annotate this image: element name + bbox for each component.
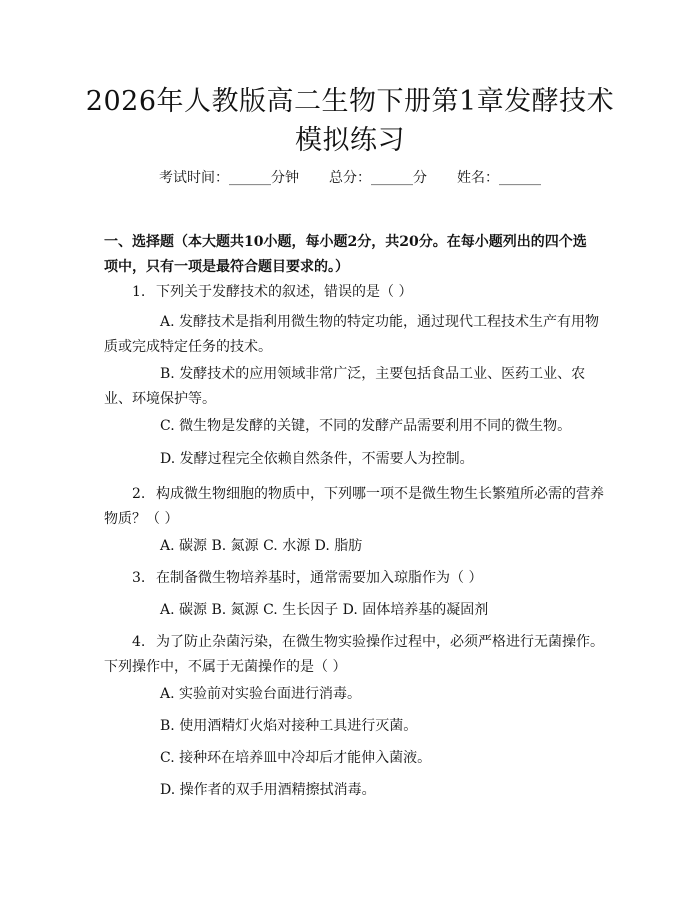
question-1-number: 1. — [132, 284, 146, 300]
question-4-number: 4. — [132, 634, 146, 650]
question-3-options-text: A. 碳源 B. 氮源 C. 生长因子 D. 固体培养基的凝固剂 — [160, 602, 489, 618]
question-2-text-line1: 构成微生物细胞的物质中，下列哪一项不是微生物生长繁殖所必需的营养 — [156, 486, 604, 502]
question-4-text-line2: 下列操作中，不属于无菌操作的是（ ） — [104, 659, 347, 675]
question-3-options — [104, 598, 604, 623]
option-b-text: B. 使用酒精灯火焰对接种工具进行灭菌。 — [160, 718, 418, 734]
option-c-text: C. 接种环在培养皿中冷却后才能伸入菌液。 — [160, 750, 432, 766]
exam-time-field: 考试时间：______分钟 — [159, 170, 299, 186]
question-4-option-b — [104, 714, 604, 739]
option-a-line2: 质或完成特定任务的技术。 — [104, 339, 272, 355]
option-a-line1: A. 发酵技术是指利用微生物的特定功能，通过现代工程技术生产有用物 — [160, 314, 600, 330]
question-2-text-line2: 物质？（ ） — [104, 511, 179, 527]
option-a-text: A. 实验前对实验台面进行消毒。 — [160, 686, 362, 702]
question-1-text: 下列关于发酵技术的叙述，错误的是（ ） — [156, 284, 413, 300]
section-heading — [104, 230, 624, 280]
exam-name-field: 姓名：______ — [457, 170, 541, 186]
question-3-text: 在制备微生物培养基时，通常需要加入琼脂作为（ ） — [156, 570, 483, 586]
question-2-stem — [104, 482, 604, 532]
exam-title-line2: 模拟练习 — [295, 125, 405, 156]
question-1-option-b — [104, 362, 604, 412]
exam-title-line1: 2026年人教版高二生物下册第1章发酵技术 — [85, 86, 615, 117]
option-c-text: C. 微生物是发酵的关键，不同的发酵产品需要利用不同的微生物。 — [160, 418, 572, 434]
question-4-stem — [104, 630, 604, 680]
option-b-line2: 业、环境保护等。 — [104, 391, 216, 407]
section-heading-line2: 项中，只有一项是最符合题目要求的。） — [104, 259, 349, 275]
question-1-option-c — [104, 414, 604, 439]
question-4-text-line1: 为了防止杂菌污染，在微生物实验操作过程中，必须严格进行无菌操作。 — [156, 634, 604, 650]
option-b-line1: B. 发酵技术的应用领域非常广泛，主要包括食品工业、医药工业、农 — [160, 366, 586, 382]
question-4-option-a — [104, 682, 604, 707]
question-2-options — [104, 534, 604, 559]
question-2-options-text: A. 碳源 B. 氮源 C. 水源 D. 脂肪 — [160, 538, 363, 554]
question-1-stem — [104, 280, 604, 305]
option-d-text: D. 发酵过程完全依赖自然条件，不需要人为控制。 — [160, 451, 474, 467]
question-3-stem — [104, 566, 604, 591]
exam-info — [0, 168, 700, 188]
question-2-number: 2. — [132, 486, 146, 502]
question-4-option-c — [104, 746, 604, 771]
question-1-option-d — [104, 447, 604, 472]
section-heading-line1: 一、选择题（本大题共10小题，每小题2分，共20分。在每小题列出的四个选 — [104, 234, 587, 250]
question-1-option-a — [104, 310, 604, 360]
option-d-text: D. 操作者的双手用酒精擦拭消毒。 — [160, 782, 376, 798]
question-4-option-d — [104, 778, 604, 803]
question-3-number: 3. — [132, 570, 146, 586]
exam-score-field: 总分：______分 — [329, 170, 427, 186]
